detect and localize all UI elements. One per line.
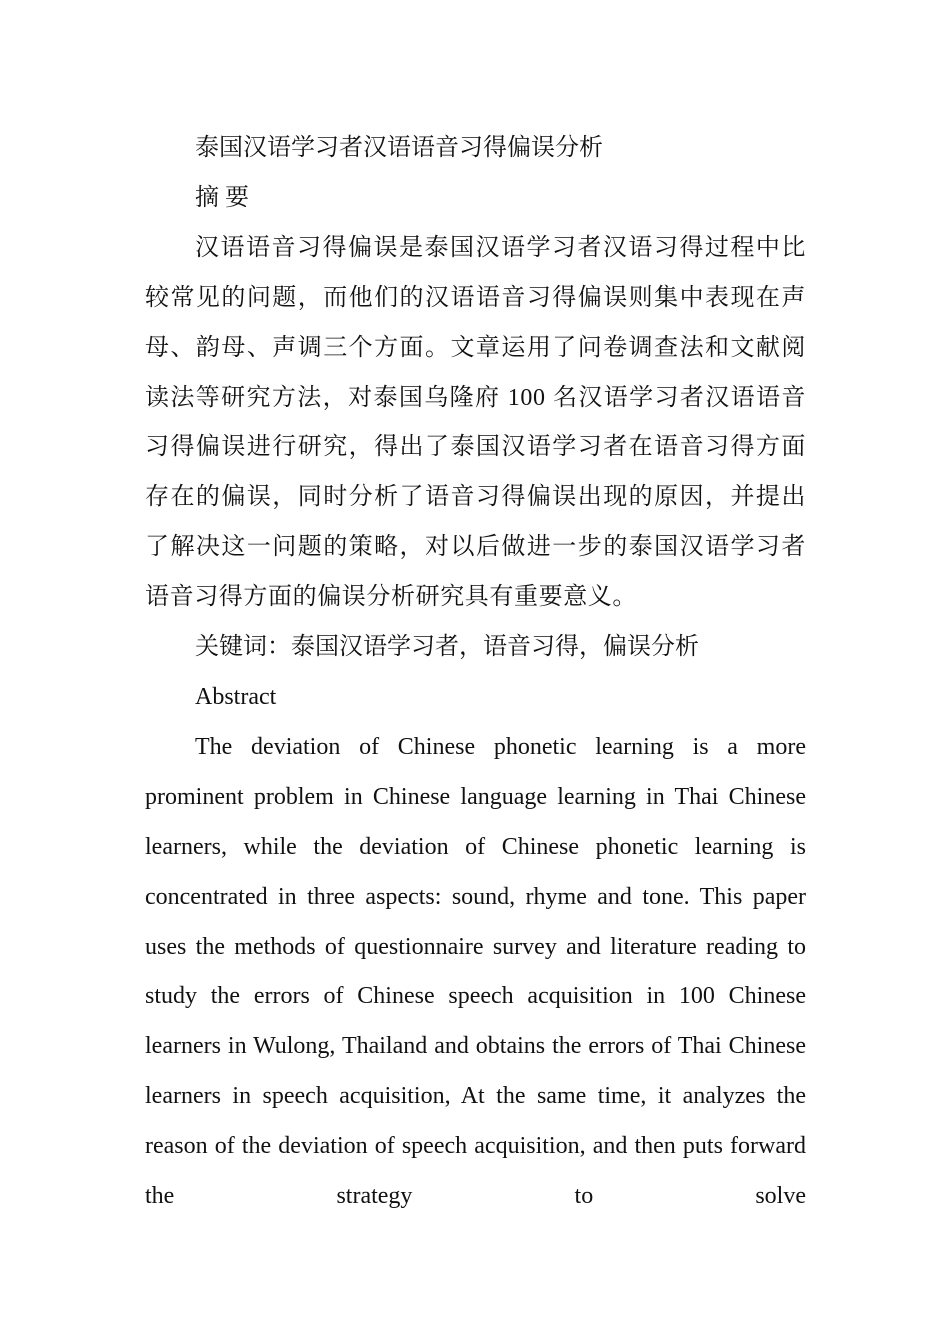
paper-title: 泰国汉语学习者汉语语音习得偏误分析 <box>195 135 603 161</box>
document-body <box>145 124 806 1222</box>
abstract-en-paragraph: The deviation of Chinese phonetic learning is a more prominent problem in Chinese language learning in Thai Chinese learners, while the deviation of Chinese phonetic learning is concentrated in three aspects: sound, rhyme and tone. This paper uses the methods of questionnaire survey and literature reading to study the errors of Chinese speech acquisition in 100 Chinese learners in Wulong, Thailand and obtains the errors of Thai Chinese learners in speech acquisition, At the same time, it analyzes the reason of the deviation of speech acquisition, and then puts forward the strategy to solve <box>145 733 806 1210</box>
keywords-cn: 关键词：泰国汉语学习者，语音习得，偏误分析 <box>195 634 699 661</box>
abstract-cn-paragraph: 汉语语音习得偏误是泰国汉语学习者汉语习得过程中比较常见的问题，而他们的汉语语音习得偏误则集中表现在声母、韵母、声调三个方面。文章运用了问卷调查法和文献阅读法等研究方法，对泰国乌隆府 100 名汉语学习者汉语语音习得偏误进行研究，得出了泰国汉语学习者在语音习得方面存在的偏误，同时分析了语音习得偏误出现的原因，并提出了解决这一问题的策略，对以后做进一步的泰国汉语学习者语音习得方面的偏误分析研究具有重要意义。 <box>145 234 806 611</box>
abstract-cn-heading: 摘 要 <box>195 184 249 211</box>
abstract-en-heading: Abstract <box>195 683 277 710</box>
